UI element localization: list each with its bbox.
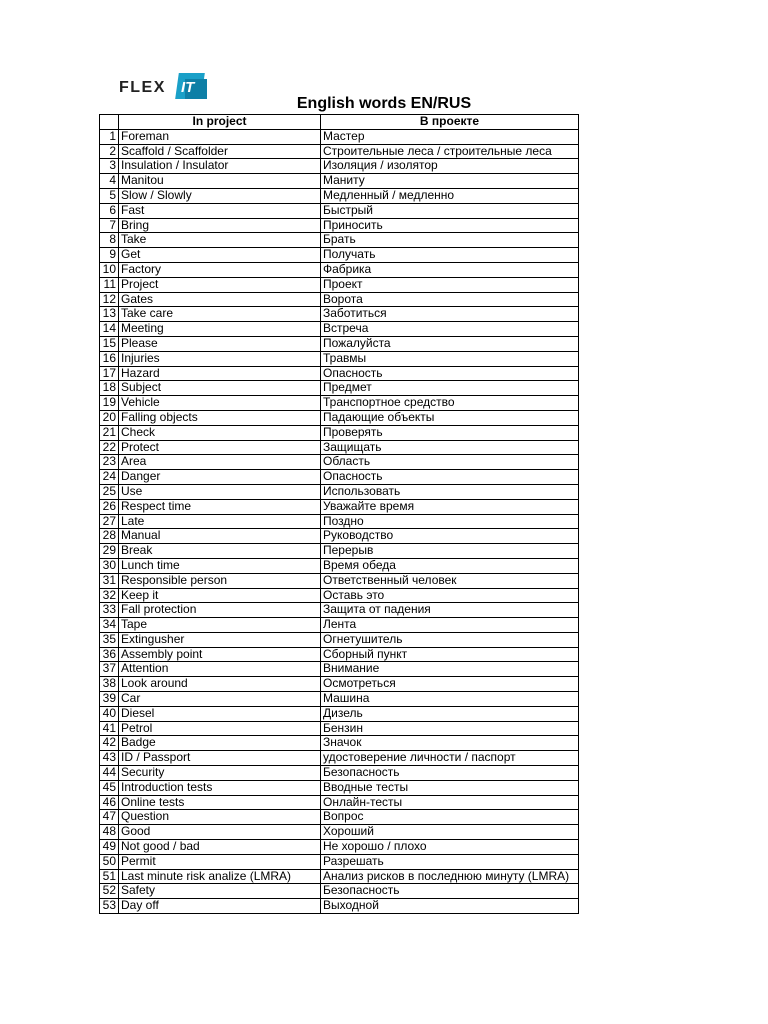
russian-word: Травмы bbox=[321, 351, 579, 366]
row-number: 52 bbox=[100, 884, 119, 899]
english-word: Foreman bbox=[119, 129, 321, 144]
header-number bbox=[100, 115, 119, 130]
english-word: Tape bbox=[119, 618, 321, 633]
table-row bbox=[100, 544, 579, 559]
row-number: 23 bbox=[100, 455, 119, 470]
russian-word: Онлайн-тесты bbox=[321, 795, 579, 810]
table-row bbox=[100, 514, 579, 529]
table-row bbox=[100, 248, 579, 263]
table-row bbox=[100, 470, 579, 485]
russian-word: Бензин bbox=[321, 721, 579, 736]
table-row bbox=[100, 484, 579, 499]
russian-word: Опасность bbox=[321, 470, 579, 485]
table-row bbox=[100, 558, 579, 573]
row-number: 5 bbox=[100, 188, 119, 203]
row-number: 38 bbox=[100, 677, 119, 692]
header-russian: В проекте bbox=[321, 115, 579, 130]
russian-word: Оставь это bbox=[321, 588, 579, 603]
russian-word: Изоляция / изолятор bbox=[321, 159, 579, 174]
russian-word: Не хорошо / плохо bbox=[321, 840, 579, 855]
table-row bbox=[100, 188, 579, 203]
english-word: Vehicle bbox=[119, 396, 321, 411]
russian-word: Машина bbox=[321, 692, 579, 707]
english-word: Manitou bbox=[119, 174, 321, 189]
russian-word: Проверять bbox=[321, 425, 579, 440]
logo-accent-text: IT bbox=[181, 79, 195, 96]
row-number: 3 bbox=[100, 159, 119, 174]
english-word: Get bbox=[119, 248, 321, 263]
row-number: 12 bbox=[100, 292, 119, 307]
english-word: Responsible person bbox=[119, 573, 321, 588]
english-word: Factory bbox=[119, 262, 321, 277]
row-number: 41 bbox=[100, 721, 119, 736]
row-number: 29 bbox=[100, 544, 119, 559]
russian-word: удостоверение личности / паспорт bbox=[321, 751, 579, 766]
row-number: 30 bbox=[100, 558, 119, 573]
english-word: Permit bbox=[119, 854, 321, 869]
english-word: Lunch time bbox=[119, 558, 321, 573]
row-number: 43 bbox=[100, 751, 119, 766]
table-row bbox=[100, 899, 579, 914]
russian-word: Строительные леса / строительные леса bbox=[321, 144, 579, 159]
table-header-row bbox=[100, 115, 579, 130]
english-word: Slow / Slowly bbox=[119, 188, 321, 203]
english-word: Badge bbox=[119, 736, 321, 751]
row-number: 28 bbox=[100, 529, 119, 544]
row-number: 20 bbox=[100, 410, 119, 425]
russian-word: Быстрый bbox=[321, 203, 579, 218]
table-row bbox=[100, 144, 579, 159]
russian-word: Защищать bbox=[321, 440, 579, 455]
english-word: Petrol bbox=[119, 721, 321, 736]
english-word: Last minute risk analize (LMRA) bbox=[119, 869, 321, 884]
row-number: 2 bbox=[100, 144, 119, 159]
row-number: 47 bbox=[100, 810, 119, 825]
russian-word: Мастер bbox=[321, 129, 579, 144]
table-row bbox=[100, 618, 579, 633]
russian-word: Фабрика bbox=[321, 262, 579, 277]
row-number: 44 bbox=[100, 766, 119, 781]
table-row bbox=[100, 692, 579, 707]
row-number: 15 bbox=[100, 336, 119, 351]
row-number: 4 bbox=[100, 174, 119, 189]
table-row bbox=[100, 780, 579, 795]
russian-word: Проект bbox=[321, 277, 579, 292]
russian-word: Руководство bbox=[321, 529, 579, 544]
table-row bbox=[100, 129, 579, 144]
english-word: Introduction tests bbox=[119, 780, 321, 795]
table-row bbox=[100, 396, 579, 411]
row-number: 34 bbox=[100, 618, 119, 633]
row-number: 35 bbox=[100, 632, 119, 647]
english-word: Extingusher bbox=[119, 632, 321, 647]
row-number: 36 bbox=[100, 647, 119, 662]
page-title: English words EN/RUS bbox=[296, 95, 472, 112]
russian-word: Поздно bbox=[321, 514, 579, 529]
logo-text: FLEX bbox=[119, 79, 166, 96]
row-number: 40 bbox=[100, 706, 119, 721]
russian-word: Встреча bbox=[321, 322, 579, 337]
row-number: 9 bbox=[100, 248, 119, 263]
russian-word: Медленный / медленно bbox=[321, 188, 579, 203]
row-number: 25 bbox=[100, 484, 119, 499]
russian-word: Анализ рисков в последнюю минуту (LMRA) bbox=[321, 869, 579, 884]
table-row bbox=[100, 529, 579, 544]
english-word: Scaffold / Scaffolder bbox=[119, 144, 321, 159]
row-number: 45 bbox=[100, 780, 119, 795]
table-row bbox=[100, 307, 579, 322]
table-row bbox=[100, 410, 579, 425]
row-number: 10 bbox=[100, 262, 119, 277]
russian-word: Использовать bbox=[321, 484, 579, 499]
russian-word: Безопасность bbox=[321, 884, 579, 899]
english-word: Danger bbox=[119, 470, 321, 485]
row-number: 16 bbox=[100, 351, 119, 366]
table-row bbox=[100, 795, 579, 810]
english-word: Good bbox=[119, 825, 321, 840]
russian-word: Брать bbox=[321, 233, 579, 248]
english-word: Fast bbox=[119, 203, 321, 218]
row-number: 19 bbox=[100, 396, 119, 411]
row-number: 48 bbox=[100, 825, 119, 840]
table-row bbox=[100, 736, 579, 751]
header-english: In project bbox=[119, 115, 321, 130]
table-row bbox=[100, 159, 579, 174]
english-word: Attention bbox=[119, 662, 321, 677]
table-row bbox=[100, 677, 579, 692]
row-number: 27 bbox=[100, 514, 119, 529]
table-row bbox=[100, 766, 579, 781]
table-row bbox=[100, 825, 579, 840]
english-word: Take bbox=[119, 233, 321, 248]
english-word: ID / Passport bbox=[119, 751, 321, 766]
russian-word: Получать bbox=[321, 248, 579, 263]
russian-word: Осмотреться bbox=[321, 677, 579, 692]
russian-word: Хороший bbox=[321, 825, 579, 840]
row-number: 22 bbox=[100, 440, 119, 455]
row-number: 21 bbox=[100, 425, 119, 440]
row-number: 49 bbox=[100, 840, 119, 855]
row-number: 50 bbox=[100, 854, 119, 869]
row-number: 26 bbox=[100, 499, 119, 514]
row-number: 42 bbox=[100, 736, 119, 751]
row-number: 8 bbox=[100, 233, 119, 248]
russian-word: Выходной bbox=[321, 899, 579, 914]
row-number: 39 bbox=[100, 692, 119, 707]
russian-word: Защита от падения bbox=[321, 603, 579, 618]
english-word: Insulation / Insulator bbox=[119, 159, 321, 174]
english-word: Fall protection bbox=[119, 603, 321, 618]
table-row bbox=[100, 440, 579, 455]
table-row bbox=[100, 351, 579, 366]
table-row bbox=[100, 751, 579, 766]
english-word: Use bbox=[119, 484, 321, 499]
russian-word: Значок bbox=[321, 736, 579, 751]
row-number: 53 bbox=[100, 899, 119, 914]
row-number: 6 bbox=[100, 203, 119, 218]
russian-word: Ответственный человек bbox=[321, 573, 579, 588]
russian-word: Безопасность bbox=[321, 766, 579, 781]
russian-word: Транспортное средство bbox=[321, 396, 579, 411]
russian-word: Маниту bbox=[321, 174, 579, 189]
table-row bbox=[100, 322, 579, 337]
english-word: Protect bbox=[119, 440, 321, 455]
russian-word: Падающие объекты bbox=[321, 410, 579, 425]
english-word: Not good / bad bbox=[119, 840, 321, 855]
table-row bbox=[100, 381, 579, 396]
russian-word: Внимание bbox=[321, 662, 579, 677]
table-body bbox=[100, 129, 579, 913]
row-number: 1 bbox=[100, 129, 119, 144]
row-number: 33 bbox=[100, 603, 119, 618]
english-word: Take care bbox=[119, 307, 321, 322]
row-number: 37 bbox=[100, 662, 119, 677]
english-word: Meeting bbox=[119, 322, 321, 337]
row-number: 7 bbox=[100, 218, 119, 233]
table-row bbox=[100, 455, 579, 470]
english-word: Diesel bbox=[119, 706, 321, 721]
english-word: Safety bbox=[119, 884, 321, 899]
table-row bbox=[100, 336, 579, 351]
english-word: Security bbox=[119, 766, 321, 781]
table-row bbox=[100, 292, 579, 307]
table-row bbox=[100, 706, 579, 721]
russian-word: Разрешать bbox=[321, 854, 579, 869]
row-number: 32 bbox=[100, 588, 119, 603]
russian-word: Приносить bbox=[321, 218, 579, 233]
russian-word: Дизель bbox=[321, 706, 579, 721]
russian-word: Время обеда bbox=[321, 558, 579, 573]
table-row bbox=[100, 632, 579, 647]
russian-word: Перерыв bbox=[321, 544, 579, 559]
table-row bbox=[100, 721, 579, 736]
russian-word: Ворота bbox=[321, 292, 579, 307]
english-word: Manual bbox=[119, 529, 321, 544]
english-word: Break bbox=[119, 544, 321, 559]
table-row bbox=[100, 647, 579, 662]
english-word: Hazard bbox=[119, 366, 321, 381]
russian-word: Сборный пункт bbox=[321, 647, 579, 662]
russian-word: Вопрос bbox=[321, 810, 579, 825]
english-word: Area bbox=[119, 455, 321, 470]
english-word: Late bbox=[119, 514, 321, 529]
table-row bbox=[100, 603, 579, 618]
russian-word: Вводные тесты bbox=[321, 780, 579, 795]
table-row bbox=[100, 884, 579, 899]
row-number: 24 bbox=[100, 470, 119, 485]
english-word: Gates bbox=[119, 292, 321, 307]
english-word: Respect time bbox=[119, 499, 321, 514]
table-row bbox=[100, 218, 579, 233]
table-row bbox=[100, 262, 579, 277]
table-row bbox=[100, 854, 579, 869]
english-word: Falling objects bbox=[119, 410, 321, 425]
table-row bbox=[100, 662, 579, 677]
row-number: 11 bbox=[100, 277, 119, 292]
english-word: Check bbox=[119, 425, 321, 440]
russian-word: Область bbox=[321, 455, 579, 470]
row-number: 18 bbox=[100, 381, 119, 396]
table-row bbox=[100, 840, 579, 855]
table-row bbox=[100, 588, 579, 603]
english-word: Project bbox=[119, 277, 321, 292]
table-row bbox=[100, 366, 579, 381]
english-word: Bring bbox=[119, 218, 321, 233]
table-row bbox=[100, 174, 579, 189]
english-word: Assembly point bbox=[119, 647, 321, 662]
russian-word: Заботиться bbox=[321, 307, 579, 322]
english-word: Car bbox=[119, 692, 321, 707]
table-row bbox=[100, 869, 579, 884]
english-word: Please bbox=[119, 336, 321, 351]
row-number: 13 bbox=[100, 307, 119, 322]
russian-word: Лента bbox=[321, 618, 579, 633]
vocabulary-table bbox=[99, 114, 579, 914]
russian-word: Огнетушитель bbox=[321, 632, 579, 647]
table-row bbox=[100, 277, 579, 292]
russian-word: Предмет bbox=[321, 381, 579, 396]
row-number: 46 bbox=[100, 795, 119, 810]
english-word: Question bbox=[119, 810, 321, 825]
english-word: Keep it bbox=[119, 588, 321, 603]
row-number: 51 bbox=[100, 869, 119, 884]
english-word: Look around bbox=[119, 677, 321, 692]
english-word: Subject bbox=[119, 381, 321, 396]
table-row bbox=[100, 810, 579, 825]
english-word: Injuries bbox=[119, 351, 321, 366]
russian-word: Опасность bbox=[321, 366, 579, 381]
table-row bbox=[100, 233, 579, 248]
row-number: 17 bbox=[100, 366, 119, 381]
russian-word: Пожалуйста bbox=[321, 336, 579, 351]
table-row bbox=[100, 573, 579, 588]
russian-word: Уважайте время bbox=[321, 499, 579, 514]
english-word: Day off bbox=[119, 899, 321, 914]
row-number: 31 bbox=[100, 573, 119, 588]
table-row bbox=[100, 203, 579, 218]
row-number: 14 bbox=[100, 322, 119, 337]
table-row bbox=[100, 425, 579, 440]
english-word: Online tests bbox=[119, 795, 321, 810]
table-row bbox=[100, 499, 579, 514]
